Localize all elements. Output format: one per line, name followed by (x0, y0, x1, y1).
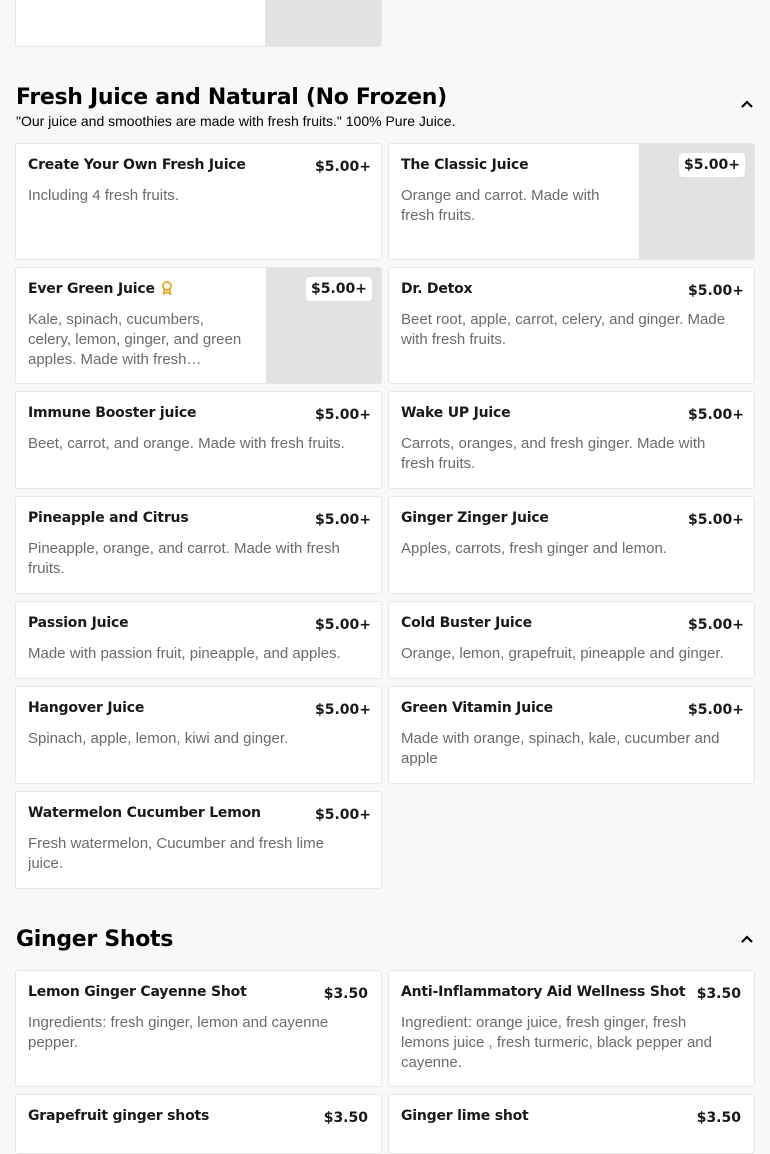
item-price: $3.50 (696, 986, 741, 1002)
item-description: Made with orange, spinach, kale, cucumber and apple (401, 730, 720, 767)
item-description: Orange, lemon, grapefruit, pineapple and ginger. (401, 645, 724, 662)
menu-item-card[interactable] (388, 601, 755, 679)
chevron-up-icon[interactable] (740, 99, 754, 109)
item-price: $3.50 (323, 986, 368, 1002)
item-image (265, 0, 381, 46)
menu-item-card[interactable] (388, 143, 755, 260)
item-price: $5.00+ (679, 153, 745, 177)
item-price: $5.00+ (687, 407, 744, 423)
section-title: Fresh Juice and Natural (No Frozen) (16, 85, 447, 110)
item-name: Wake UP Juice (401, 405, 511, 421)
item-name: Lemon Ginger Cayenne Shot (28, 984, 247, 1000)
menu-item-card[interactable] (15, 601, 382, 679)
chevron-up-icon[interactable] (740, 934, 754, 944)
section-subtitle: "Our juice and smoothies are made with fresh fruits." 100% Pure Juice. (16, 113, 456, 129)
item-price: $5.00+ (314, 159, 371, 175)
item-description: Apples, carrots, fresh ginger and lemon. (401, 540, 667, 557)
item-description: Orange and carrot. Made with fresh fruits. (401, 187, 600, 224)
item-description: Beet root, apple, carrot, celery, and ginger. Made with fresh fruits. (401, 311, 726, 348)
item-price: $5.00+ (314, 512, 371, 528)
menu-item-card[interactable] (15, 1094, 382, 1154)
item-description: Kale, spinach, cucumbers, celery, lemon, ginger, and green apples. Made with fresh… (28, 311, 242, 368)
item-name: Ginger Zinger Juice (401, 510, 549, 526)
menu-item-card[interactable] (388, 267, 755, 384)
menu-item-card[interactable] (15, 391, 382, 489)
item-description: Carrots, oranges, and fresh ginger. Made with fresh fruits. (401, 435, 706, 472)
item-description: Including 4 fresh fruits. (28, 187, 179, 204)
item-price: $3.50 (696, 1110, 741, 1126)
item-name: Anti-Inflammatory Aid Wellness Shot (401, 984, 686, 1000)
item-name: Ginger lime shot (401, 1108, 529, 1124)
item-name: Immune Booster juice (28, 405, 197, 421)
menu-item-card[interactable] (388, 970, 755, 1087)
item-price: $5.00+ (314, 407, 371, 423)
item-name: Pineapple and Citrus (28, 510, 189, 526)
menu-item-card[interactable] (15, 496, 382, 594)
item-price: $5.00+ (314, 617, 371, 633)
item-price: $5.00+ (306, 277, 372, 301)
item-name: Grapefruit ginger shots (28, 1108, 210, 1124)
item-name: Dr. Detox (401, 281, 473, 297)
item-description: Ingredient: orange juice, fresh ginger, fresh lemons juice , fresh turmeric, black pepper and cayenne. (401, 1014, 712, 1071)
item-price: $5.00+ (687, 283, 744, 299)
item-name: Passion Juice (28, 615, 129, 631)
menu-item-card[interactable] (15, 267, 382, 384)
menu-item-card[interactable] (388, 686, 755, 784)
item-name: Create Your Own Fresh Juice (28, 157, 246, 173)
item-name: Cold Buster Juice (401, 615, 532, 631)
menu-item-card[interactable] (15, 143, 382, 260)
menu-item-card[interactable] (15, 686, 382, 784)
item-description: Spinach, apple, lemon, kiwi and ginger. (28, 730, 289, 747)
item-price: $5.00+ (314, 807, 371, 823)
section-title: Ginger Shots (16, 927, 174, 952)
award-icon (161, 281, 173, 295)
menu-item-card[interactable] (388, 496, 755, 594)
menu-item-card-partial[interactable] (15, 0, 382, 47)
item-description: Made with passion fruit, pineapple, and apples. (28, 645, 341, 662)
item-description: Beet, carrot, and orange. Made with fresh fruits. (28, 435, 345, 452)
item-description: Fresh watermelon, Cucumber and fresh lime juice. (28, 835, 324, 872)
item-price: $3.50 (323, 1110, 368, 1126)
item-price: $5.00+ (314, 702, 371, 718)
item-description: Ingredients: fresh ginger, lemon and cayenne pepper. (28, 1014, 329, 1051)
item-description: Pineapple, orange, and carrot. Made with fresh fruits. (28, 540, 340, 577)
item-price: $5.00+ (687, 512, 744, 528)
menu-item-card[interactable] (388, 1094, 755, 1154)
menu-item-card[interactable] (388, 391, 755, 489)
item-name: Ever Green Juice (28, 281, 155, 297)
item-name: Watermelon Cucumber Lemon (28, 805, 261, 821)
item-name: Hangover Juice (28, 700, 145, 716)
item-name: The Classic Juice (401, 157, 529, 173)
item-price: $5.00+ (687, 617, 744, 633)
item-price: $5.00+ (687, 702, 744, 718)
menu-item-card[interactable] (15, 970, 382, 1087)
item-name-row (28, 281, 173, 297)
menu-item-card[interactable] (15, 791, 382, 889)
item-name: Green Vitamin Juice (401, 700, 553, 716)
